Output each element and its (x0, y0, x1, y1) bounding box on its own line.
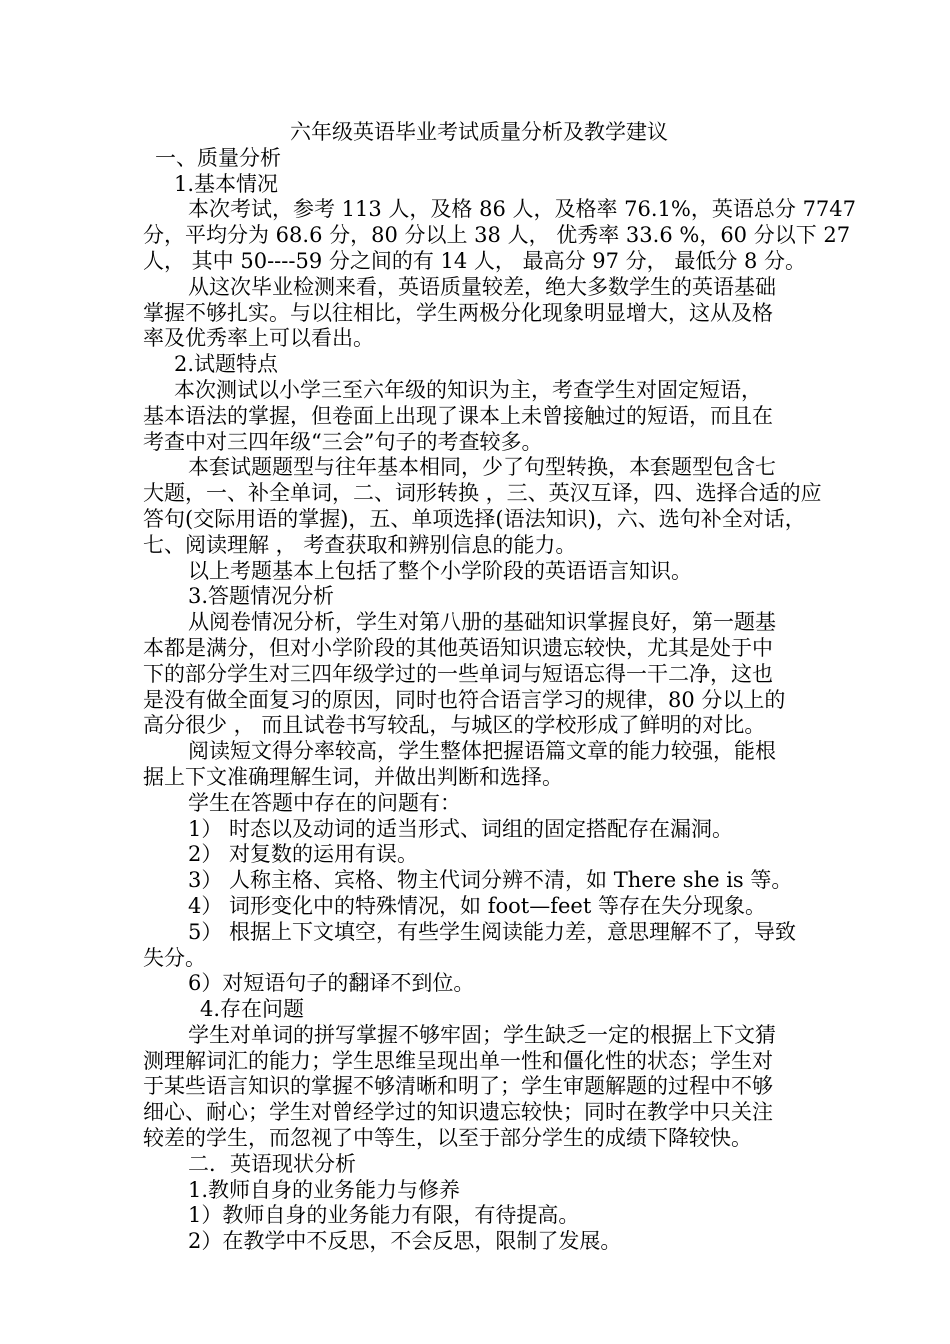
paragraph-line: 基本语法的掌握，但卷面上出现了课本上未曾接触过的短语，而且在 (143, 403, 773, 428)
subheading-teacher-ability: 1.教师自身的业务能力与修养 (188, 1177, 461, 1202)
paragraph-line: 本套试题题型与往年基本相同，少了句型转换，本套题型包含七 (188, 455, 776, 480)
list-item: 1） 时态以及动词的适当形式、词组的固定搭配存在漏洞。 (188, 816, 734, 841)
paragraph-line: 率及优秀率上可以看出。 (143, 326, 374, 351)
subheading-answer-analysis: 3.答题情况分析 (188, 584, 335, 609)
document-body (143, 120, 857, 1255)
paragraph-line: 学生对单词的拼写掌握不够牢固；学生缺乏一定的根据上下文猜 (188, 1022, 776, 1047)
list-item: 2） 对复数的运用有误。 (188, 842, 419, 867)
paragraph-line: 阅读短文得分率较高，学生整体把握语篇文章的能力较强，能根 (188, 739, 776, 764)
paragraph-line: 本次考试，参考 113 人，及格 86 人，及格率 76.1%，英语总分 7747 (188, 197, 857, 222)
paragraph-line: 从这次毕业检测来看，英语质量较差，绝大多数学生的英语基础 (188, 274, 776, 299)
paragraph-line: 答句(交际用语的掌握)，五、单项选择(语法知识)，六、选句补全对话， (143, 506, 806, 531)
list-item: 2）在教学中不反思，不会反思，限制了发展。 (188, 1229, 622, 1254)
paragraph-line: 本次测试以小学三至六年级的知识为主，考查学生对固定短语， (174, 377, 762, 402)
section-heading-current-status: 二．英语现状分析 (188, 1151, 356, 1176)
paragraph-line: 考查中对三四年级“三会”句子的考查较多。 (143, 429, 543, 454)
paragraph-line: 高分很少 ， 而且试卷书写较乱，与城区的学校形成了鲜明的对比。 (143, 713, 766, 738)
paragraph-line: 掌握不够扎实。与以往相比，学生两极分化现象明显增大，这从及格 (143, 300, 773, 325)
subheading-existing-problems: 4.存在问题 (200, 997, 305, 1022)
paragraph-line: 于某些语言知识的掌握不够清晰和明了；学生审题解题的过程中不够 (143, 1074, 773, 1099)
paragraph-line: 测理解词汇的能力；学生思维呈现出单一性和僵化性的状态；学生对 (143, 1048, 773, 1073)
paragraph-line: 较差的学生，而忽视了中等生，以至于部分学生的成绩下降较快。 (143, 1126, 752, 1151)
paragraph-line: 分，平均分为 68.6 分，80 分以上 38 人， 优秀率 33.6 %，60 分以下 27 (143, 223, 851, 248)
paragraph-line: 下的部分学生对三四年级学过的一些单词与短语忘得一干二净，这也 (143, 661, 773, 686)
subheading-test-features: 2.试题特点 (174, 352, 279, 377)
list-item: 1）教师自身的业务能力有限，有待提高。 (188, 1203, 580, 1228)
paragraph-line: 本都是满分，但对小学阶段的其他英语知识遗忘较快，尤其是处于中 (143, 635, 773, 660)
paragraph-line: 人， 其中 50----59 分之间的有 14 人， 最高分 97 分， 最低分 8 分。 (143, 248, 807, 273)
section-heading-quality-analysis: 一、质量分析 (155, 145, 281, 170)
paragraph-line: 学生在答题中存在的问题有： (188, 790, 461, 815)
document-title: 六年级英语毕业考试质量分析及教学建议 (290, 120, 668, 144)
list-item: 4） 词形变化中的特殊情况，如 foot—feet 等存在失分现象。 (188, 893, 766, 918)
list-item: 3） 人称主格、宾格、物主代词分辨不清，如 There she is 等。 (188, 868, 793, 893)
list-item: 5） 根据上下文填空，有些学生阅读能力差，意思理解不了，导致 (188, 919, 797, 944)
paragraph-line: 大题，一、补全单词，二、词形转换 ，三、英汉互译，四、选择合适的应 (143, 481, 822, 506)
paragraph-line: 据上下文准确理解生词，并做出判断和选择。 (143, 764, 563, 789)
paragraph-line: 以上考题基本上包括了整个小学阶段的英语语言知识。 (188, 558, 692, 583)
paragraph-line: 是没有做全面复习的原因，同时也符合语言学习的规律，80 分以上的 (143, 687, 786, 712)
paragraph-line: 从阅卷情况分析，学生对第八册的基础知识掌握良好，第一题基 (188, 610, 776, 635)
list-item-continuation: 失分。 (143, 945, 206, 970)
paragraph-line: 七、阅读理解 ， 考查获取和辨别信息的能力。 (143, 532, 577, 557)
list-item: 6）对短语句子的翻译不到位。 (188, 971, 475, 996)
subheading-basic-situation: 1.基本情况 (174, 171, 279, 196)
paragraph-line: 细心、耐心；学生对曾经学过的知识遗忘较快；同时在教学中只关注 (143, 1100, 773, 1125)
